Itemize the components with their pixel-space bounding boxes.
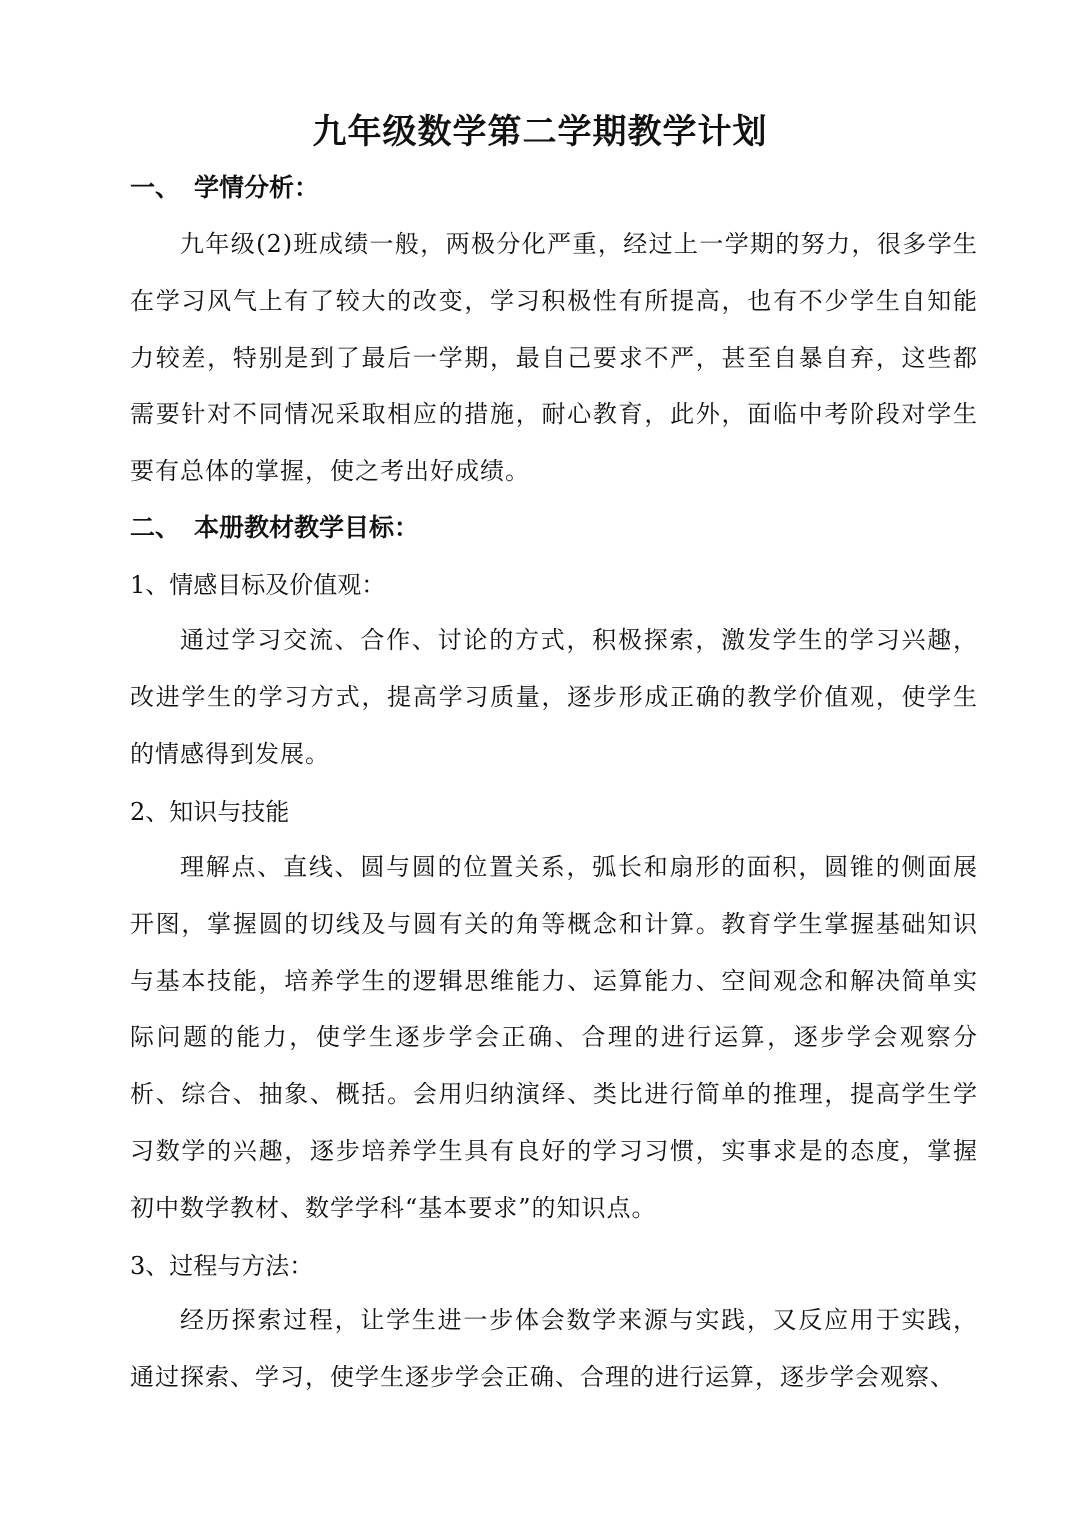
subsection-3-label: 3、过程与方法： — [130, 1252, 314, 1280]
subsection-1-label: 1、情感目标及价值观： — [130, 571, 386, 599]
section-2-heading — [130, 508, 419, 548]
subsection-2-label: 2、知识与技能 — [130, 798, 290, 826]
subsection-1-paragraph: 通过学习交流、合作、讨论的方式，积极探索，激发学生的学习兴趣，改进学生的学习方式，提高学习质量，逐步形成正确的教学价值观，使学生的情感得到发展。 — [130, 626, 978, 768]
subsection-2-paragraph: 理解点、直线、圆与圆的位置关系，弧长和扇形的面积，圆锥的侧面展开图，掌握圆的切线及与圆有关的角等概念和计算。教育学生掌握基础知识与基本技能，培养学生的逻辑思维能力、运算能力、空间观念和解决简单实际问题的能力，使学生逐步学会正确、合理的进行运算，逐步学会观察分析、综合、抽象、概括。会用归纳演绎、类比进行简单的推理，提高学生学习数学的兴趣，逐步培养学生具有良好的学习习惯，实事求是的态度，掌握初中数学教材、数学学科“基本要求”的知识点。 — [130, 853, 978, 1222]
section-1-heading — [130, 168, 319, 208]
section-2-number: 二、 — [130, 513, 181, 542]
section-1-title: 学情分析： — [194, 173, 320, 202]
document-title: 九年级数学第二学期教学计划 — [312, 112, 768, 152]
section-1-number: 一、 — [130, 173, 181, 202]
section-2-title: 本册教材教学目标： — [194, 513, 420, 542]
section-1-paragraph: 九年级(2)班成绩一般，两极分化严重，经过上一学期的努力，很多学生在学习风气上有了较大的改变，学习积极性有所提高，也有不少学生自知能力较差，特别是到了最后一学期，最自己要求不严，甚至自暴自弃，这些都需要针对不同情况采取相应的措施，耐心教育，此外，面临中考阶段对学生要有总体的掌握，使之考出好成绩。 — [130, 230, 978, 486]
subsection-3-paragraph: 经历探索过程，让学生进一步体会数学来源与实践，又反应用于实践，通过探索、学习，使学生逐步学会正确、合理的进行运算，逐步学会观察、 — [130, 1306, 978, 1391]
